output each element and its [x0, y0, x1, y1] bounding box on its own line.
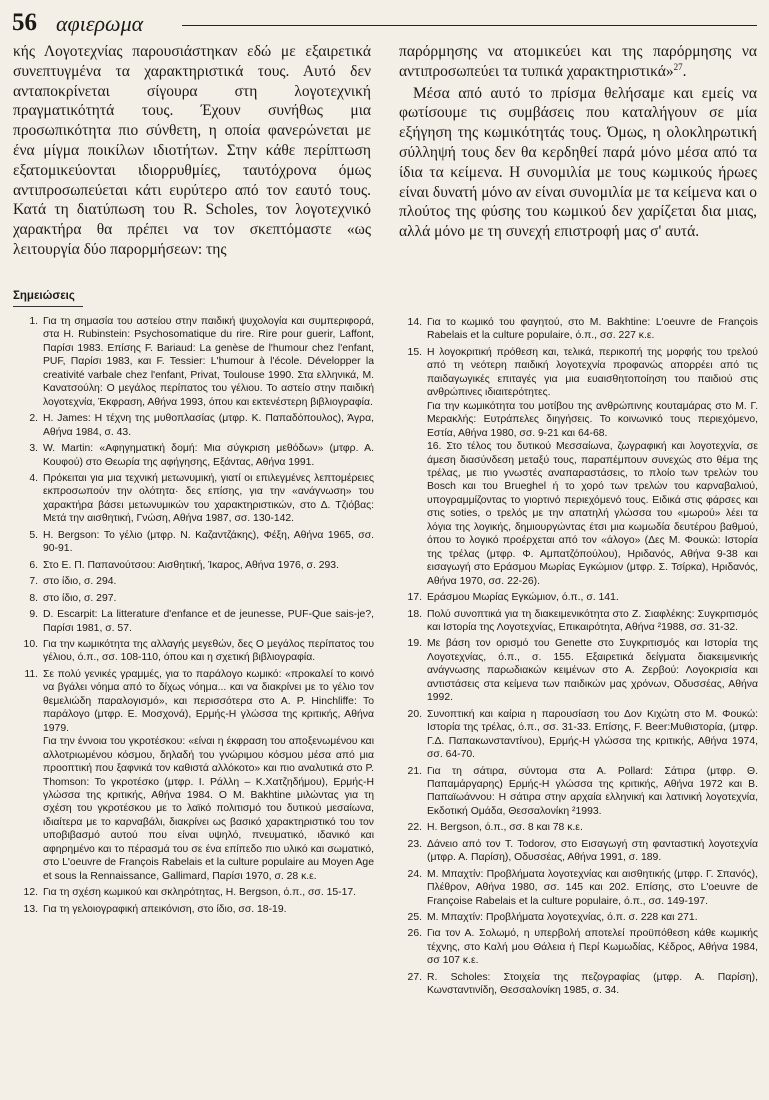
footnote-item	[398, 821, 758, 834]
footnote-text-part: Η λογοκριτική πρόθεση και, τελικά, περικοπή της μορφής του τρελού από τη νεότερη παιδική λογοτεχνία προφανώς απορρέει από τις παιδαγωγικές επιταγές για μια ευαισθητοποίηση του παιδιού στις ανθρώπινες ιδιαιτερότητες.	[427, 346, 758, 399]
footnote-text	[427, 608, 758, 635]
footnote-text	[427, 971, 758, 998]
footnote-number: 6.	[29, 559, 38, 571]
header-rule	[182, 25, 757, 26]
footnote-text	[427, 765, 758, 819]
footnote-number: 9.	[29, 609, 38, 621]
footnote-number: 12.	[23, 887, 38, 899]
footnote-text	[427, 637, 758, 704]
body-paragraph: κής Λογοτεχνίας παρουσιάστηκαν εδώ με εξαιρετικά συνεπτυγμένα τα χαρακτηριστικά τους. Αυτό δεν ανταποκρίνεται σίγουρα στη λογοτεχνική πραγματικότητά τους. Έχουν συνήθως μια προσωπικότητα πιο σύνθετη, η οποία φανερώνεται με ένα μίγμα ποικίλων ιδιοτήτων. Στην κάθε περίπτωση εξατομικεύονται ιδιορρυθμίες, ταυτόχρονα όμως αντιπροσωπεύεται κάτι ευρύτερο από τον εαυτό τους. Κατά τη διατύπωση του R. Scholes, τον λογοτεχνικό χαρακτήρα θα πρέπει να τον σκεπτόμαστε «ως λειτουργία δύο παρορμήσεων: της	[13, 43, 371, 258]
footnote-item	[398, 971, 758, 998]
footnote-text	[43, 638, 374, 665]
footnote-text-part: Μ. Μπαχτίν: Προβλήματα λογοτεχνίας, ό.π. σ. 228 και 271.	[427, 912, 698, 924]
notes-list-right	[398, 316, 758, 1001]
footnote-text	[43, 608, 374, 635]
footnote-text	[43, 903, 374, 916]
footnote-number: 5.	[29, 529, 38, 541]
footnote-item	[14, 529, 374, 556]
body-paragraph	[399, 42, 757, 82]
footnote-item	[398, 316, 758, 343]
footnote-item	[398, 868, 758, 908]
page-number: 56	[12, 9, 37, 36]
footnote-text-part: Για την κωμικότητα της αλλαγής μεγεθών, δες Ο μεγάλος περίπατος του γέλιου, ό.π., σσ. 108-110, όπου και η σχετική βιβλιογραφία.	[43, 638, 374, 664]
footnote-text-part: H. Bergson: Το γέλιο (μτφρ. Ν. Καζαντζάκης), Φέξη, Αθήνα 1965, σσ. 90-91.	[43, 529, 374, 555]
footnote-number: 7.	[29, 576, 38, 588]
footnote-number: 17.	[407, 592, 422, 604]
footnote-item	[14, 315, 374, 409]
footnote-item	[14, 592, 374, 605]
footnote-number: 24.	[407, 868, 422, 880]
body-column-left	[13, 42, 371, 260]
footnote-text	[43, 886, 374, 899]
footnote-item	[398, 765, 758, 819]
footnote-item	[14, 559, 374, 572]
footnote-number: 22.	[407, 822, 422, 834]
footnote-item	[398, 838, 758, 865]
footnote-item	[14, 442, 374, 469]
footnote-text-part: 16. Στο τέλος του δυτικού Μεσσαίωνα, ζωγραφική και λογοτεχνία, σε άμεση διασύνδεση μεταξύ τους, παραπέμπουν συνεχώς στο θέμα της τρέλας, με πιο γνωστές αναπαραστάσεις, το πλοίο των τρελών του Bosch και του Brueghel ή το χορό των τρελών του καρναβαλιού, υπογραμμίζοντας το γιορτινό περιεχόμενό τους. Ειδικά στις φάρσες και στις soties, ο τρελός με την απατηλή γλώσσα του «μωρού» λέει τα λόγια της λογικής, δημιουργώντας έτσι μια κωμωδία δευτέρου βαθμού, όπου το λογικό προέρχεται από τον «άλογο» (Δες Μ. Φουκώ: Ιστορία της τρέλας (μτφρ. Φ. Αμπατζόπούλου), Ηριδανός, Αθήνα 9-38 και εισαγωγή στο Εράσμου Μωρίας Εγκώμιον (μτφρ. Σ. Τσίρκα), Ηριδανός, Αθήνα 1970, σσ. 22-26).	[427, 441, 758, 587]
footnote-text-part: Δάνειο από τον T. Todorov, στο Εισαγωγή στη φανταστική λογοτεχνία (μτφρ. Α. Παρίση), Οδυσσέας, Αθήνα 1991, σ. 189.	[427, 838, 758, 864]
footnote-number: 18.	[407, 608, 422, 620]
footnote-item	[398, 591, 758, 604]
footnote-number: 4.	[29, 472, 38, 484]
footnote-text-part: Συνοπτική και καίρια η παρουσίαση του Δον Κιχώτη στο Μ. Φουκώ: Ιστορία της τρέλας, ό.π., σσ. 31-33. Επίσης, F. Beer:Μυθιστορία, (μτφρ. Γ.Δ. Παπακωνσταντίνου), Ερμής-Η γλώσσα της κριτικής, Αθήνα 1974, σσ. 64-70.	[427, 708, 758, 761]
footnote-text-part: Για τον Α. Σολωμό, η υπερβολή αποτελεί προϋπόθεση κάθε κωμικής τέχνης, στο Καλή μου Θάλεια ή Περί Κωμωδίας, Κέδρος, Αθήνα 1984, σσ 107 κ.ε.	[427, 928, 758, 967]
footnote-text	[43, 529, 374, 556]
footnote-item	[398, 346, 758, 588]
footnote-text	[427, 911, 758, 924]
footnote-text-part: στο ίδιο, σ. 294.	[43, 576, 117, 588]
footnote-text-part: Για την κωμικότητα του μοτίβου της ανθρώπινης κουταμάρας στο Μ. Γ. Μερακλής: Ευτράπελες διηγήσεις. Το κοινωνικό τους περιεχόμενο, Εστία, Αθήνα 1980, σσ. 9-21 και 64-68.	[427, 400, 758, 439]
footnote-text	[427, 821, 758, 834]
footnote-text-part: Για τη γελοιογραφική απεικόνιση, στο ίδιο, σσ. 18-19.	[43, 903, 287, 915]
footnote-number: 21.	[407, 765, 422, 777]
footnote-text	[43, 442, 374, 469]
footnote-text-part: Για το κωμικό του φαγητού, στο Μ. Bakhtine: L'oeuvre de François Rabelais et la culture populaire, ό.π., σσ. 227 κ.ε.	[427, 317, 758, 342]
footnote-item	[14, 412, 374, 439]
footnote-text-part: W. Martin: «Αφηγηματική δομή: Μια σύγκριση μεθόδων» (μτφρ. Α. Κουφού) στο Θεωρία της αφήγησης, Εξάντας, Αθήνα 1991.	[43, 443, 374, 468]
footnote-number: 23.	[407, 838, 422, 850]
footnote-text	[427, 591, 758, 604]
footnote-text	[43, 412, 374, 439]
footnote-text-part: D. Escarpit: La litterature d'enfance et de jeunesse, PUF-Que sais-je?, Παρίσι 1981, σ. 57.	[43, 609, 374, 634]
footnote-text-part: Με βάση τον ορισμό του Genette στο Συγκριτισμός και Ιστορία της Λογοτεχνίας, ό.π., σ. 155. Εξαιρετικά δείγματα διακειμενικής ανάγνωσης παρωδιακών κειμένων στο Α. Ζερβού: Λογοκρισία και αντιστάσεις στα κείμενα των παιδικών μας χρόνων, Οδυσσέας, Αθήνα 1992.	[427, 638, 758, 704]
body-paragraph: Μέσα από αυτό το πρίσμα θελήσαμε και εμείς να φωτίσουμε τις συμβάσεις που καταλήγουν σε μία εξήγηση της κωμικότητάς τους. Όμως, η ολοκληρωτική σύλληψή τους δεν θα κερδηθεί παρά μόνο μέσα από τα ίδια τα κείμενα. Η συνομιλία με τους κωμικούς ήρωες είναι δυνατή μόνο αν είναι συνομιλία με τα κείμενα και ο πλούτος της φύσης του κωμικού δεν χαρίζεται δια μιας, αλλά μόνο με τη συνεχή επιστροφή μας σ' αυτά.	[399, 84, 757, 241]
footnote-item	[14, 886, 374, 899]
footnote-text	[427, 927, 758, 967]
footnote-text	[427, 868, 758, 908]
footnote-number: 25.	[407, 912, 422, 924]
footnote-number: 8.	[29, 592, 38, 604]
footnote-text-part: Για τη σημασία του αστείου στην παιδική ψυχολογία και συμπεριφορά, στα H. Rubinstein: Psychosomatique du rire. Rire pour guerir, Laffont, Παρίσι 1983. Επίσης F. Bariaud: La genèse de l'humour chez l'enfant, PUF, Παρίσι 1983, και F. Tessier: L'humour à l'école. Développer la creativité varbale chez l'enfant, Privat, Toulouse 1990. Στα ελληνικά, Μ. Κανατσούλη: Ο μεγάλος περίπατος του γέλιου. Το αστείο στην παιδική λογοτεχνία, Έκφραση, Αθήνα 1993, όπου και εκτενέστερη βιβλιογραφία.	[43, 316, 374, 408]
footnote-number: 11.	[24, 668, 38, 680]
body-text: .	[682, 62, 687, 80]
footnote-text	[43, 668, 374, 883]
footnote-item	[14, 472, 374, 526]
body-text: παρόρμησης να ατομικεύει και της παρόρμησης να αντιπροσωπεύει τα τυπικά χαρακτηριστικά»	[399, 43, 757, 80]
footnote-item	[14, 575, 374, 588]
body-column-right	[399, 42, 757, 242]
footnote-text	[427, 838, 758, 865]
page-header	[12, 8, 757, 40]
notes-heading: Σημειώσεις	[13, 290, 75, 302]
footnote-text-part: H. James: Η τέχνη της μυθοπλασίας (μτφρ. Κ. Παπαδόπουλος), Άγρα, Αθήνα 1984, σ. 43.	[43, 413, 374, 438]
footnote-text	[427, 346, 758, 588]
footnote-text-part: Στο Ε. Π. Παπανούτσου: Αισθητική, Ίκαρος, Αθήνα 1976, σ. 293.	[43, 559, 339, 571]
footnote-text	[43, 472, 374, 526]
footnote-item	[398, 637, 758, 704]
footnote-item	[398, 708, 758, 762]
footnote-item	[14, 668, 374, 883]
footnote-item	[14, 903, 374, 916]
footnote-text	[427, 316, 758, 343]
footnote-item	[14, 638, 374, 665]
footnote-item	[398, 608, 758, 635]
footnote-number: 14.	[407, 317, 422, 328]
footnote-number: 27.	[407, 971, 422, 983]
footnote-text	[43, 592, 374, 605]
footnote-text-part: H. Bergson, ό.π., σσ. 8 και 78 κ.ε.	[427, 822, 583, 834]
footnote-number: 2.	[29, 413, 38, 425]
footnote-text	[427, 708, 758, 762]
footnote-text-part: Σε πολύ γενικές γραμμές, για το παράλογο κωμικό: «προκαλεί το κοινό να βγάλει νόημα από το δίχως νόημα... και να διακρίνει με το γέλιο τον θεμελιώδη παραλογισμό», και περισσότερα στο A. P. Hinchliffe: Το παράλογο (μτφρ. Ε. Μοσχονά), Ερμής-Η γλώσσα της κριτικής, Αθήνα 1979.	[43, 668, 374, 734]
footnote-text	[43, 315, 374, 409]
footnote-text-part: Για τη σχέση κωμικού και σκληρότητας, H. Bergson, ό.π., σσ. 15-17.	[43, 887, 357, 899]
footnote-number: 20.	[407, 708, 422, 720]
footnote-item	[14, 608, 374, 635]
footnote-text-part: στο ίδιο, σ. 297.	[43, 592, 117, 604]
footnote-text-part: Πρόκειται για μια τεχνική μετωνυμική, γιατί οι επιλεγμένες λεπτομέρειες εκπροσωπούν την ολότητα· δες επίσης, για την «ανάγνωση» του χαρακτήρα βάσει μετωνυμικών του χαρακτηριστικών, στο Δ. Τζιόβας: Μετά την αισθητική, Γνώση, Αθήνα 1987, σσ. 130-142.	[43, 472, 374, 525]
footnote-number: 1.	[29, 316, 38, 327]
section-title: αφιερωμα	[56, 11, 144, 36]
notes-list-left	[14, 315, 374, 919]
footnote-text	[43, 559, 374, 572]
footnote-number: 15.	[407, 346, 422, 358]
footnote-item	[398, 927, 758, 967]
footnote-text-part: R. Scholes: Στοιχεία της πεζογραφίας (μτφρ. Α. Παρίση), Κωνσταντινίδη, Θεσσαλονίκη 1985, σ. 34.	[427, 971, 758, 997]
footnote-item	[398, 911, 758, 924]
footnote-number: 3.	[29, 443, 38, 455]
footnote-text-part: Πολύ συνοπτικά για τη διακειμενικότητα στο Ζ. Σιαφλέκης: Συγκριτισμός και Ιστορία της Λογοτεχνίας, Επικαιρότητα, Αθήνα ²1988, σσ. 31-32.	[427, 608, 758, 633]
footnote-number: 10.	[23, 638, 38, 650]
footnote-number: 19.	[407, 638, 422, 650]
footnote-text	[43, 575, 374, 588]
footnote-text-part: Για τη σάτιρα, σύντομα στα A. Pollard: Σάτιρα (μτφρ. Θ. Παπαμάργαρης) Ερμής-Η γλώσσα της κριτικής, Αθήνα 1972 και Β. Παπαϊωάννου: Η σάτιρα στην αρχαία ελληνική και λατινική λογοτεχνία, Εκδοτική Ομάδα, Θεσσαλονίκη ²1993.	[427, 765, 758, 817]
footnote-number: 26.	[407, 928, 422, 940]
footnote-text-part: Για την έννοια του γκροτέσκου: «είναι η έκφραση του αποξενωμένου και αλλοτριωμένου κόσμου, δηλαδή του γνώριμου κόσμου μέσα από μια προοπτική που ξαφνικά τον καθιστά αλλόκοτο» και πιο αναλυτικά στο P. Thomson: Το γκροτέσκο (μτφρ. Ι. Ράλλη – Κ.Χατζηδήμου), Ερμής-Η γλώσσα της κριτικής, Αθήνα 1984. Ο Μ. Bakhtine μιλώντας για τη σχέση του γκροτέσκου με το λαϊκό πολιτισμό του δυτικού μεσαίωνα, ιδιαίτερα με το καρναβάλι, διακρίνει ως βασικό χαρακτηριστικό του τον υποβιβασμό αυτού που είναι υψηλό, πνευματικό, ιδανικό και αφηρημένο και τo πέρασμά του σε ένα επίπεδο πιο υλικό και σωματικό, στο L'oeuvre de François Rabelais et la culture populaire au Moyen Age et sous la Rennaissance, Gallimard, Παρίσι 1970, σ. 28 κ.ε.	[43, 736, 374, 882]
notes-heading-rule	[13, 306, 83, 307]
footnote-number: 13.	[23, 903, 38, 915]
footnote-text-part: Εράσμου Μωρίας Εγκώμιον, ό.π., σ. 141.	[427, 592, 619, 604]
footnote-ref: 27	[673, 61, 683, 72]
footnote-text-part: Μ. Μπαχτίν: Προβλήματα λογοτεχνίας και αισθητικής (μτφρ. Γ. Σπανός), Πλέθρον, Αθήνα 1980, σσ. 145 και 202. Επίσης, στο L'oeuvre de Françoise Rabelais et la culture populaire, ό.π., σσ. 149-197.	[427, 868, 758, 907]
